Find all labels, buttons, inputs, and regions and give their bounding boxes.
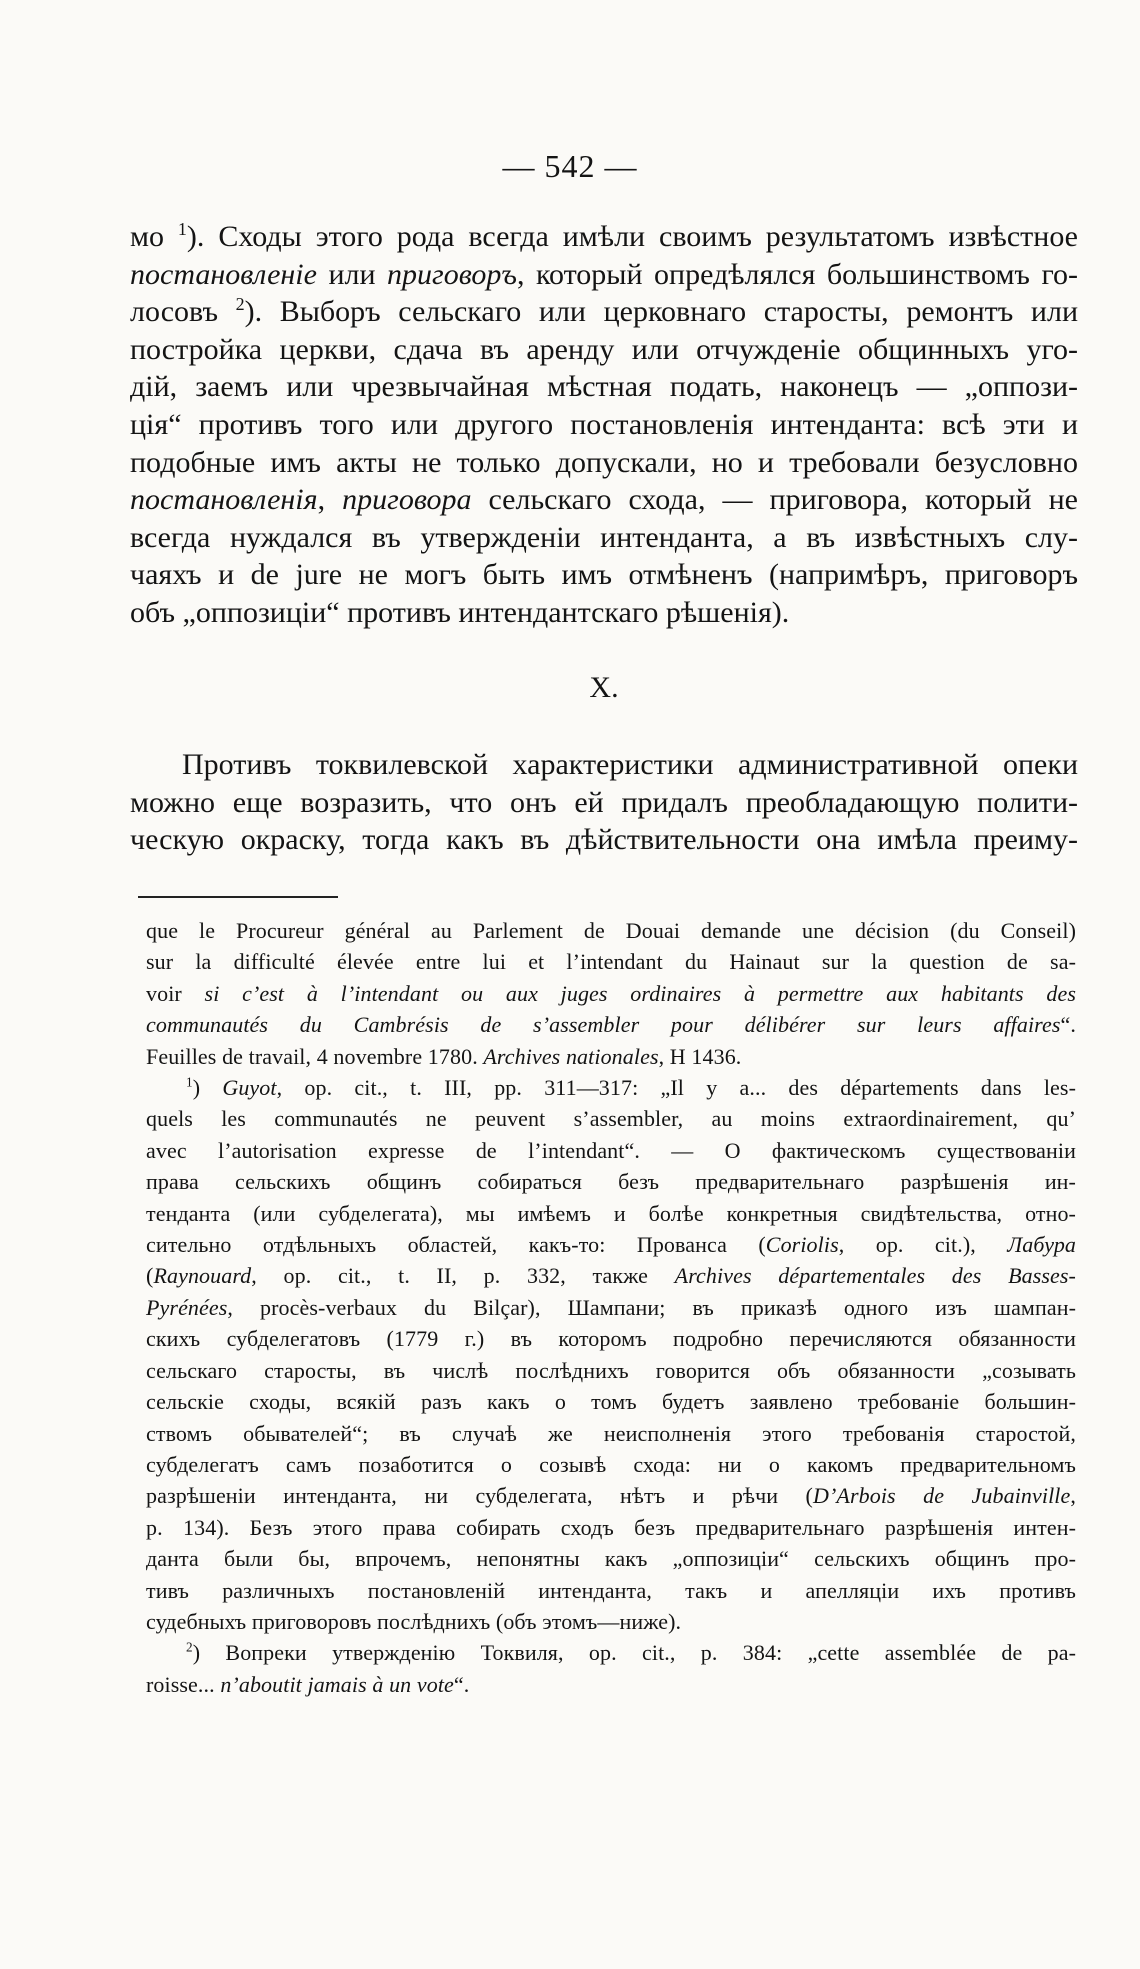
text-line: подобные имъ акты не только допускали, но и требовали безусловно xyxy=(130,445,1078,479)
footnote-2 xyxy=(146,1637,1076,1700)
paragraph-1 xyxy=(130,218,1078,632)
footnote-continuation xyxy=(146,915,1076,1072)
footnote-divider xyxy=(138,896,338,898)
text-line: дій, заемъ или чрезвычайная мѣстная подать, наконецъ — „оппози- xyxy=(130,370,1078,404)
footnote-marker-2: 2 xyxy=(186,1640,193,1656)
footnotes xyxy=(146,915,1076,1700)
footnote-ref-1[interactable]: 1 xyxy=(177,219,187,239)
footnote-line: voir si c’est à l’intendant ou aux juges ordinaires à permettre aux habitants des xyxy=(146,980,1076,1006)
text-line: постановленіе или приговоръ, который опредѣлялся большинствомъ го- xyxy=(130,257,1078,291)
footnote-line: разрѣшеніи интенданта, ни субделегата, нѣтъ и рѣчи (D’Arbois de Jubainville, xyxy=(146,1483,1076,1509)
text-line: чаяхъ и de jure не могъ быть имъ отмѣненъ (напримѣръ, приговоръ xyxy=(130,558,1078,592)
text-line: лосовъ $^2$). Выборъ сельскаго или церковнаго старосты, ремонтъ или xyxy=(130,294,1079,329)
footnote-line: права сельскихъ общинъ собираться безъ предварительнаго разрѣшенія ин- xyxy=(146,1169,1076,1195)
page-number: — 542 — xyxy=(502,148,638,184)
footnote-line: $^2$) Вопреки утвержденію Токвиля, op. cit., p. 384: „cette assemblée de pa- xyxy=(186,1640,1076,1666)
footnote-line: субделегатъ самъ позаботится о созывѣ схода: ни о какомъ предварительномъ xyxy=(146,1451,1076,1477)
text-line: ческую окраску, тогда какъ въ дѣйствительности она имѣла преиму- xyxy=(130,823,1078,857)
footnote-line: avec l’autorisation expresse de l’intendant“. — О фактическомъ существованіи xyxy=(146,1137,1076,1163)
text-line: постройка церкви, сдача въ аренду или отчужденіе общинныхъ уго- xyxy=(130,332,1078,366)
footnote-line: quels les communautés ne peuvent s’assembler, au moins extraordinairement, qu’ xyxy=(146,1106,1076,1132)
text-line: объ „оппозиціи“ противъ интендантскаго рѣшенія). xyxy=(130,595,790,629)
footnote-1 xyxy=(146,1072,1076,1637)
footnote-line: тенданта (или субделегата), мы имѣемъ и болѣе конкретныя свидѣтельства, отно- xyxy=(146,1200,1076,1226)
text-line: всегда нуждался въ утвержденіи интенданта, а въ извѣстныхъ слу- xyxy=(130,520,1078,554)
text-line: мо $^1$). Сходы этого рода всегда имѣли своимъ результатомъ извѣстное xyxy=(130,219,1078,253)
footnote-line: communautés du Cambrésis de s’assembler pour délibérer sur leurs affaires“. xyxy=(146,1012,1076,1038)
text-line: постановленія, приговора сельскаго схода, — приговора, который не xyxy=(130,483,1078,517)
text-line: можно еще возразить, что онъ ей придалъ преобладающую полити- xyxy=(130,785,1078,819)
footnote-marker-1: 1 xyxy=(186,1074,193,1090)
footnote-line: скихъ субделегатовъ (1779 г.) въ которомъ подробно перечисляются обязанности xyxy=(146,1326,1076,1352)
footnote-line: сельскаго старосты, въ числѣ послѣднихъ говорится объ обязанности „созывать xyxy=(146,1357,1076,1383)
main-text xyxy=(130,218,1078,859)
footnote-line: сельскіе сходы, всякій разъ какъ о томъ будетъ заявлено требованіе большин- xyxy=(146,1389,1076,1415)
text-line: Противъ токвилевской характеристики административной опеки xyxy=(182,748,1078,782)
footnote-line: ствомъ обывателей“; въ случаѣ же неисполненія этого требованія старостой, xyxy=(146,1420,1076,1446)
footnote-line: тивъ различныхъ постановленій интенданта, такъ и апелляціи ихъ противъ xyxy=(146,1577,1076,1603)
text-line: ція“ противъ того или другого постановленія интенданта: всѣ эти и xyxy=(130,407,1078,441)
footnote-line: p. 134). Безъ этого права собирать сходъ безъ предварительнаго разрѣшенія интен- xyxy=(146,1514,1076,1540)
footnote-ref-2[interactable]: 2 xyxy=(235,294,245,315)
footnote-line: судебныхъ приговоровъ послѣднихъ (объ этомъ—ниже). xyxy=(146,1608,682,1634)
footnote-line: sur la difficulté élevée entre lui et l’intendant du Hainaut sur la question de sa- xyxy=(146,949,1076,975)
footnote-line: данта были бы, впрочемъ, непонятны какъ „оппозиціи“ сельскихъ общинъ про- xyxy=(146,1546,1076,1572)
footnote-line: сительно отдѣльныхъ областей, какъ-то: Прованса (Coriolis, op. cit.), Лабура xyxy=(146,1232,1077,1258)
footnote-line: que le Procureur général au Parlement de Douai demande une décision (du Conseil) xyxy=(146,918,1076,943)
footnote-line: roisse... n’aboutit jamais à un vote“. xyxy=(146,1671,470,1697)
section-heading: X. xyxy=(589,670,619,704)
footnote-line: $^1$) Guyot, op. cit., t. III, pp. 311—317: „Il y a... des départements dans les- xyxy=(186,1074,1077,1101)
paragraph-2 xyxy=(130,746,1078,859)
footnote-line: (Raynouard, op. cit., t. II, p. 332, также Archives départementales des Basses- xyxy=(146,1263,1076,1289)
footnote-line: Feuilles de travail, 4 novembre 1780. Archives nationales, H 1436. xyxy=(146,1043,742,1069)
footnote-line: Pyrénées, procès-verbaux du Bilçar), Шампани; въ приказѣ одного изъ шампан- xyxy=(146,1294,1076,1320)
